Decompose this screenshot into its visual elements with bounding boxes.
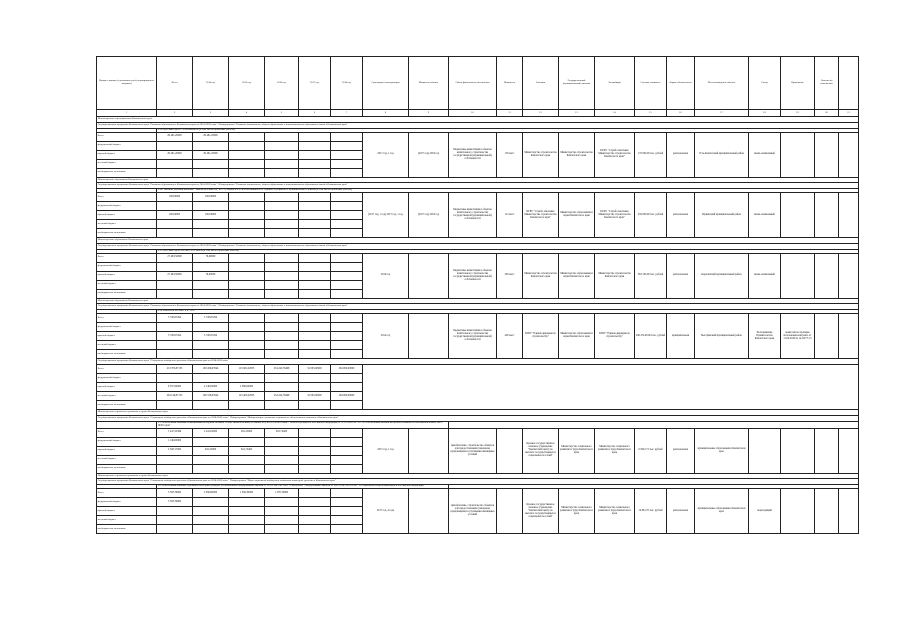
col-number: 6 xyxy=(299,110,331,117)
cell-power: 112 мест xyxy=(497,193,523,238)
row-label: федеральный бюджет xyxy=(97,374,157,383)
row-label: Всего xyxy=(97,132,157,141)
cell-customer: Министерство строительства Камчатского края xyxy=(523,132,559,177)
col-number: 16 xyxy=(667,110,695,117)
row-label: местный бюджет xyxy=(97,159,157,168)
cell-value: 254 242,76468 xyxy=(265,365,299,374)
cell-developer: КГКУ "Служба заказчика Министерства строительства Камчатского края" xyxy=(595,132,635,177)
row-label: местный бюджет xyxy=(97,392,157,401)
cell-2014: 3 726,67294 xyxy=(193,314,229,323)
cell-value: 52 005,00000 xyxy=(299,365,331,374)
cell-2015: 941,25000 xyxy=(229,428,265,437)
object-title: 3.1. Обеспечение жилыми помещениями ветеранов Великой Отечественной войны, вставших на учет в соответствии с Указом Президента Российской Федерации от 07.05.2008 № 714 "Об обеспечении жильем ветеранов Великой Отечественной войны 1941-1945 годов" xyxy=(157,421,449,428)
cell-value: 2 656,00000 xyxy=(229,383,265,392)
summary-title: Государственная программа Камчатского края "Социальная поддержка граждан в Камчатском крае на 2014-2018 годы" xyxy=(97,359,859,365)
cell-status: переходящий xyxy=(749,489,781,534)
cell-total: 190,00000 xyxy=(157,211,193,220)
cell-value: 160 316,67844 xyxy=(193,392,229,401)
cell-2014: 29 461,20000 xyxy=(193,132,229,141)
cell-total: 204 146,87153 xyxy=(157,392,193,401)
cell-years: 2017 год, 1 год xyxy=(363,132,409,177)
subprogram-title: Государственная программа Камчатского края "Развитие образования в Камчатском крае на 2014-2020 годы". Подпрограмма "Развитие дошкольного, общего образования и дополнительного образования детей в Камчатском крае" xyxy=(97,183,859,189)
cell-power: 150 мест xyxy=(497,132,523,177)
cell-years: 2015 год, 1 год xyxy=(363,428,409,473)
cell-gov-customer: Министерство социального развития и труда Камчатского края xyxy=(559,489,595,534)
cell-2014: 190,00000 xyxy=(193,193,229,202)
cell-status: вновь начинаемый xyxy=(749,193,781,238)
col-header: Застройщик xyxy=(595,57,635,110)
row-label: внебюджетные источники xyxy=(97,350,157,359)
col-number: 3 xyxy=(193,110,229,117)
cell-purpose: Бюджетные инвестиции в объекты капитального строительства государственной (муниципальной) собственности xyxy=(449,314,497,359)
cell-2016: 1 070,79900 xyxy=(265,489,299,498)
cell-2014: 2 656,60000 xyxy=(193,489,229,498)
cell-gov-customer: Министерство образования и науки Камчатского края xyxy=(559,253,595,298)
cell-2014: 76,00000 xyxy=(193,253,229,262)
row-label: внебюджетные источники xyxy=(97,401,157,410)
row-label: краевой бюджет xyxy=(97,332,157,341)
section-title: Министерство образования Камчатского края xyxy=(97,177,859,183)
subprogram-title: Государственная программа Камчатского края "Социальная поддержка граждан в Камчатском крае на 2014-2018 годы". Подпрограмма "Меры социальной поддержки отдельных категорий граждан в Камчатском крае" xyxy=(97,479,859,485)
cell-purpose: Бюджетные инвестиции в объекты капитального строительства государственной (муниципальной) собственности xyxy=(449,132,497,177)
cell-note xyxy=(781,132,815,177)
col-header: Форма собственности xyxy=(667,57,695,110)
row-label: федеральный бюджет xyxy=(97,262,157,271)
cell-total: 190,00000 xyxy=(157,193,193,202)
cell-ownership: региональная xyxy=(667,132,695,177)
cell-customer: КГБУ "Служба заказчика Министерства строительства Камчатского края" xyxy=(523,193,559,238)
col-number: 10 xyxy=(449,110,497,117)
row-label: Всего xyxy=(97,428,157,437)
cell-developer: Министерство социального развития и труда Камчатского края xyxy=(595,489,635,534)
cell-note: комиссия по проверке исполнения контракта от 11.04.2016 № 14-04/77-15 xyxy=(781,314,815,359)
col-number: 8 xyxy=(363,110,409,117)
cell-location: Быстринский муниципальный район xyxy=(695,314,749,359)
cell-cost: 296 474,90104 тыс. рублей xyxy=(635,314,667,359)
section-title: Министерство социального развития и труда Камчатского края xyxy=(97,473,859,479)
row-label: Всего xyxy=(97,193,157,202)
cell-2015: 1 656,30000 xyxy=(229,489,265,498)
col-number: 15 xyxy=(635,110,667,117)
cell-years: (2017 год, 1 год) 2017 год, 1 год xyxy=(363,193,409,238)
cell-gov-customer: Министерство образования и науки Камчатского края xyxy=(559,314,595,359)
col-header: Срок ввода в эксплуатацию xyxy=(363,57,409,110)
cell-purpose: приобретение, строительство объектов для предоставления гражданам, нуждающимся в улучшении жилищных условий xyxy=(449,428,497,473)
cell-cost: 14 981,70 тыс. рублей xyxy=(635,489,667,534)
cell-total: 3 726,67294 xyxy=(157,314,193,323)
cell-status: вновь начинаемый xyxy=(749,132,781,177)
col-number: 18 xyxy=(749,110,781,117)
investment-table xyxy=(96,56,859,534)
col-number: 4 xyxy=(229,110,265,117)
row-label: внебюджетные источники xyxy=(97,229,157,238)
cell-capacity-years xyxy=(409,253,449,298)
row-label: местный бюджет xyxy=(97,280,157,289)
cell-total: 1 149,00000 xyxy=(157,437,193,446)
cell-years: 2016 год xyxy=(363,253,409,298)
header-row xyxy=(97,57,859,110)
cell-value: 4 140,00000 xyxy=(193,383,229,392)
cell-total: 5 383,79900 xyxy=(157,498,193,507)
cell-2015: 841,72400 xyxy=(229,446,265,455)
cell-purpose: Бюджетные инвестиции в объекты капитального строительства государственной (муниципальной) собственности xyxy=(449,253,497,298)
row-label: внебюджетные источники xyxy=(97,464,157,473)
col-number: 21 xyxy=(839,110,859,117)
object-title: 2.16. Школа на 400 мест в п. Эссо xyxy=(157,310,859,314)
col-number: 5 xyxy=(265,110,299,117)
row-label: федеральный бюджет xyxy=(97,141,157,150)
cell-value: 52 005,00000 xyxy=(299,392,331,401)
object-title: 2.13. Детский сад в п. Усть-Камчатск (в том числе проектные работы) xyxy=(157,128,859,132)
col-number: 19 xyxy=(781,110,815,117)
col-header: Мощность объекта xyxy=(409,57,449,110)
row-label: Всего xyxy=(97,253,157,262)
cell-total: 1 447,22386 xyxy=(157,428,193,437)
row-label: местный бюджет xyxy=(97,341,157,350)
cell-total: 213 703,87153 xyxy=(157,365,193,374)
cell-value: 125 061,02835 xyxy=(229,365,265,374)
cell-total: 27 463,50000 xyxy=(157,271,193,280)
cell-location: муниципальные образования в Камчатском крае xyxy=(695,489,749,534)
cell-ownership: региональная xyxy=(667,489,695,534)
cell-customer: Краевое государственное казенное учреждение "Камчатский центр по выплате государственных и социальных пособий" xyxy=(523,428,559,473)
row-label: внебюджетные источники xyxy=(97,168,157,177)
row-label: федеральный бюджет xyxy=(97,498,157,507)
col-number: 12 xyxy=(523,110,559,117)
cell-2014: 941,25000 xyxy=(193,446,229,455)
cell-power: 300 мест xyxy=(497,253,523,298)
row-label: местный бюджет xyxy=(97,516,157,525)
col-number: 11 xyxy=(497,110,523,117)
object-title: 2.14. Типовой учебный комплекс "Школа-детский сад" на 75 учащихся и 45 воспитанников в п. Пущино, Пущинского муниципального района (в том числе проектные работы) xyxy=(157,189,859,193)
col-header: Местонахождение объекта xyxy=(695,57,749,110)
row-label: краевой бюджет xyxy=(97,211,157,220)
col-number: 20 xyxy=(815,110,839,117)
col-header: Предмет закупки (с указанием целей, мероприятия по закупкам) xyxy=(97,57,157,110)
cell-status: Распоряжение Правительства Камчатского края xyxy=(749,314,781,359)
col-header: Объем финансового обеспечения xyxy=(449,57,497,110)
cell-2016: 841,72400 xyxy=(265,428,299,437)
cell-ownership: муниципальная xyxy=(667,314,695,359)
col-header: Заказчик xyxy=(523,57,559,110)
cell-2014: 190,00000 xyxy=(193,211,229,220)
cell-2014: 2 241,02000 xyxy=(193,428,229,437)
cell-ownership: региональная xyxy=(667,193,695,238)
cell-2014: 29 461,20000 xyxy=(193,150,229,159)
cell-value: 284 000,00000 xyxy=(331,392,363,401)
cell-cost: 6 000,172 тыс. рублей xyxy=(635,428,667,473)
col-header: 2018 год xyxy=(331,57,363,110)
subprogram-title: Государственная программа Камчатского края "Развитие образования в Камчатском крае на 2014-2020 годы". Подпрограмма "Развитие дошкольного, общего образования и дополнительного образования детей в Камчатском крае" xyxy=(97,122,859,128)
column-number-row xyxy=(97,110,859,117)
cell-power: 400 мест xyxy=(497,314,523,359)
cell-customer: Министерство строительства Камчатского края xyxy=(523,253,559,298)
cell-total: 2 328,17000 xyxy=(157,446,193,455)
row-label: федеральный бюджет xyxy=(97,437,157,446)
subprogram-title: Государственная программа Камчатского края "Развитие образования в Камчатском крае на 2014-2020 годы". Подпрограмма "Развитие дошкольного, общего образования и дополнительного образования детей в Камчатском крае" xyxy=(97,304,859,310)
col-header: Статус xyxy=(749,57,781,110)
cell-total: 5 383,79900 xyxy=(157,489,193,498)
cell-capacity-years xyxy=(409,314,449,359)
cell-developer: КГКУ "Единая дирекция по строительству" xyxy=(595,314,635,359)
cell-gov-customer: Министерство строительства Камчатского края xyxy=(559,132,595,177)
cell-developer: КГКУ "Служба заказчика Министерства строительства Камчатского края" xyxy=(595,193,635,238)
subprogram-title: Государственная программа Камчатского края "Социальная поддержка граждан в Камчатском крае на 2014-2018 годы". Подпрограмма "Модернизация и развитие социального обслуживания населения в Камчатском крае" xyxy=(97,415,859,421)
col-header: 2015 год xyxy=(229,57,265,110)
col-header: 2017 год xyxy=(299,57,331,110)
col-number: 1 xyxy=(97,110,157,117)
section-title: Министерство социального развития и труда Камчатского края xyxy=(97,410,859,416)
cell-total: 29 461,20000 xyxy=(157,132,193,141)
row-label: краевой бюджет xyxy=(97,383,157,392)
row-label: краевой бюджет xyxy=(97,150,157,159)
cell-total: 9 557,00000 xyxy=(157,383,193,392)
cell-years: 2014 год xyxy=(363,314,409,359)
row-label: федеральный бюджет xyxy=(97,202,157,211)
cell-location: муниципальные образования в Камчатском крае xyxy=(695,428,749,473)
col-number: 2 xyxy=(157,110,193,117)
col-header: Отметка об исполнении xyxy=(815,57,839,110)
cell-cost: 363 163,00 тыс. рублей xyxy=(635,253,667,298)
cell-value: 254 242,76468 xyxy=(265,392,299,401)
col-number: 17 xyxy=(695,110,749,117)
col-number: 7 xyxy=(331,110,363,117)
cell-value: 163 456,67844 xyxy=(193,365,229,374)
row-label: внебюджетные источники xyxy=(97,525,157,534)
section-title: Министерство образования Камчатского края xyxy=(97,238,859,244)
col-header: Всего xyxy=(157,57,193,110)
cell-status: вновь начинаемый xyxy=(749,253,781,298)
cell-capacity-years: (2017 год) 2019 год xyxy=(409,132,449,177)
subprogram-title: Государственная программа Камчатского края "Развитие образования в Камчатском крае на 2014-2020 годы". Подпрограмма "Развитие дошкольного, общего образования и дополнительного образования детей в Камчатском крае" xyxy=(97,243,859,249)
row-label: Всего xyxy=(97,314,157,323)
col-header: 2014 год xyxy=(193,57,229,110)
col-number: 9 xyxy=(409,110,449,117)
row-label: федеральный бюджет xyxy=(97,323,157,332)
cell-location: Усть-Камчатский муниципальный район xyxy=(695,132,749,177)
cell-location: Пущинский муниципальный район xyxy=(695,193,749,238)
col-number: 13 xyxy=(559,110,595,117)
col-header xyxy=(839,57,859,110)
row-label: местный бюджет xyxy=(97,455,157,464)
cell-cost: 170 000,00 тыс. рублей xyxy=(635,132,667,177)
col-number: 14 xyxy=(595,110,635,117)
row-label: краевой бюджет xyxy=(97,446,157,455)
cell-note xyxy=(781,253,815,298)
cell-years: 2017 год, 4 года xyxy=(363,489,409,534)
cell-developer: Министерство строительства Камчатского края xyxy=(595,253,635,298)
section-title: Министерство образования Камчатского края xyxy=(97,298,859,304)
cell-customer: КГКУ "Единая дирекция по строительству" xyxy=(523,314,559,359)
cell-customer: Краевое государственное казенное учреждение "Камчатский центр по выплате государственных и социальных пособий" xyxy=(523,489,559,534)
row-label: краевой бюджет xyxy=(97,507,157,516)
cell-gov-customer: Министерство образования и науки Камчатского края xyxy=(559,193,595,238)
object-title: 3.2. Обеспечение жильем отдельных категорий граждан, установленных Федеральным законом от 12.01.1995 № 5-ФЗ "О ветеранах", Федеральным законом от 24.11.1995 № 181-ФЗ "О социальной защите инвалидов в Российской Федерации" xyxy=(157,485,449,489)
col-header: Сметная стоимость xyxy=(635,57,667,110)
col-header: Государственный (муниципальный) заказчик xyxy=(559,57,595,110)
col-header: 2016 год xyxy=(265,57,299,110)
cell-purpose: Бюджетные инвестиции в объекты капитального строительства государственной (муниципальной) собственности xyxy=(449,193,497,238)
object-title: 2.15. Детский сад на 300 мест в п. Апача (в том числе проектные работы) xyxy=(157,249,859,253)
row-label: Всего xyxy=(97,365,157,374)
cell-value: 122 405,02835 xyxy=(229,392,265,401)
col-header: Мощность xyxy=(497,57,523,110)
cell-ownership: региональная xyxy=(667,428,695,473)
cell-value: 284 000,00000 xyxy=(331,365,363,374)
cell-purpose: приобретение, строительство объектов для предоставления гражданам, нуждающимся в улучшении жилищных условий xyxy=(449,489,497,534)
cell-location: Карагинский муниципальный район xyxy=(695,253,749,298)
cell-total: 27 463,50000 xyxy=(157,253,193,262)
section-title: Министерство строительства Камчатского края xyxy=(97,117,859,123)
row-label: местный бюджет xyxy=(97,220,157,229)
cell-developer: Министерство социального развития и труда Камчатского края xyxy=(595,428,635,473)
cell-note xyxy=(781,193,815,238)
cell-cost: 259 000,00 тыс. рублей xyxy=(635,193,667,238)
cell-capacity-years: (2017 год) 2019 год xyxy=(409,193,449,238)
cell-ownership: региональная xyxy=(667,253,695,298)
cell-2014: 3 726,67294 xyxy=(193,332,229,341)
row-label: Всего xyxy=(97,489,157,498)
cell-total: 29 461,20000 xyxy=(157,150,193,159)
col-header: Примечание xyxy=(781,57,815,110)
cell-2014: 76,00000 xyxy=(193,271,229,280)
row-label: внебюджетные источники xyxy=(97,289,157,298)
cell-gov-customer: Министерство социального развития и труда Камчатского края xyxy=(559,428,595,473)
row-label: краевой бюджет xyxy=(97,271,157,280)
cell-status xyxy=(749,428,781,473)
cell-total: 3 726,67294 xyxy=(157,332,193,341)
